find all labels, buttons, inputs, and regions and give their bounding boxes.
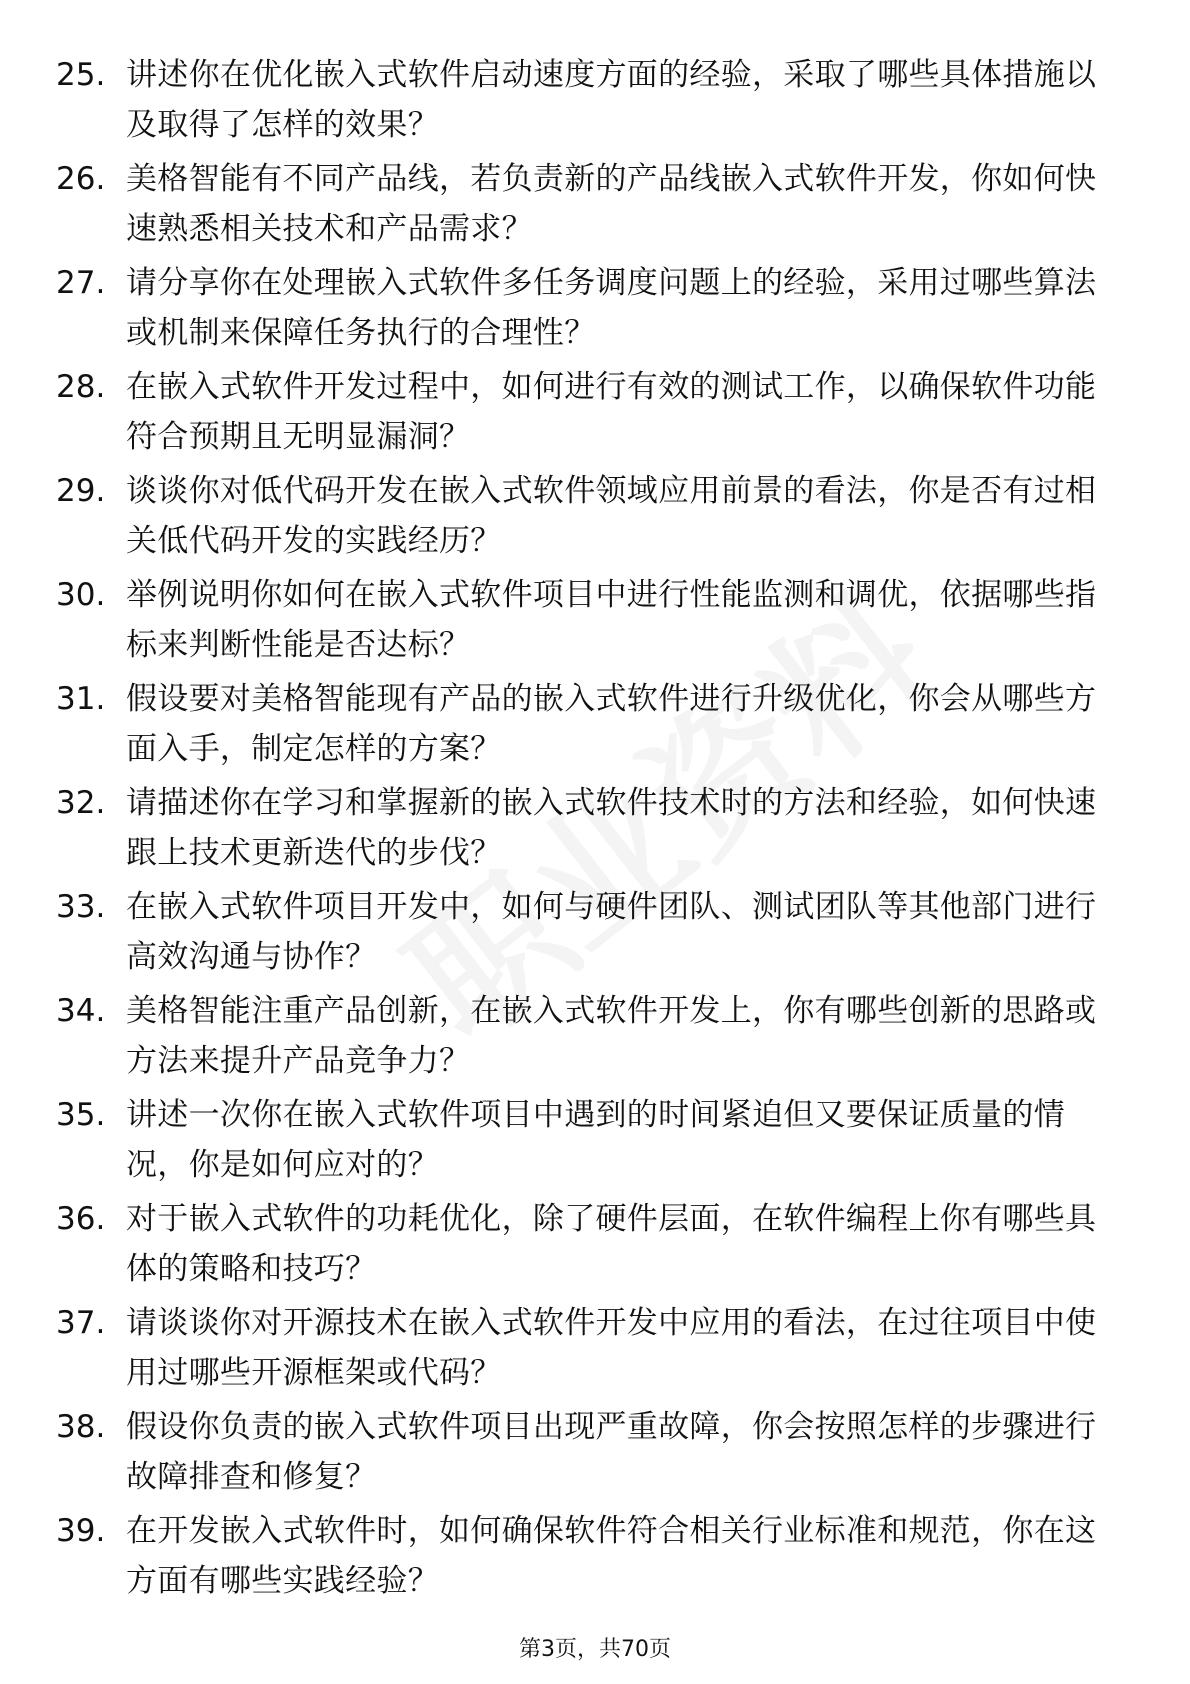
question-text: 谈谈你对低代码开发在嵌入式软件领域应用前景的看法，你是否有过相关低代码开发的实践经历？	[126, 473, 1097, 559]
question-text: 在开发嵌入式软件时，如何确保软件符合相关行业标准和规范，你在这方面有哪些实践经验？	[126, 1513, 1097, 1599]
question-item	[56, 882, 1136, 986]
question-item	[56, 466, 1136, 570]
question-text: 美格智能注重产品创新，在嵌入式软件开发上，你有哪些创新的思路或方法来提升产品竞争力？	[126, 993, 1097, 1079]
question-number: 38.	[56, 1409, 106, 1445]
question-number: 32.	[56, 785, 106, 821]
question-text: 举例说明你如何在嵌入式软件项目中进行性能监测和调优，依据哪些指标来判断性能是否达标？	[126, 577, 1097, 663]
question-text: 在嵌入式软件项目开发中，如何与硬件团队、测试团队等其他部门进行高效沟通与协作？	[126, 889, 1097, 975]
question-item	[56, 154, 1136, 258]
question-number: 35.	[56, 1097, 106, 1133]
question-item	[56, 1090, 1136, 1194]
question-text: 美格智能有不同产品线，若负责新的产品线嵌入式软件开发，你如何快速熟悉相关技术和产品需求？	[126, 161, 1097, 247]
question-item	[56, 50, 1136, 154]
question-number: 28.	[56, 369, 106, 405]
question-number: 27.	[56, 265, 106, 301]
question-item	[56, 258, 1136, 362]
question-number: 37.	[56, 1305, 106, 1341]
question-item	[56, 362, 1136, 466]
question-number: 25.	[56, 57, 106, 93]
question-item	[56, 674, 1136, 778]
question-text: 请描述你在学习和掌握新的嵌入式软件技术时的方法和经验，如何快速跟上技术更新迭代的步伐？	[126, 785, 1097, 871]
question-number: 39.	[56, 1513, 106, 1549]
question-number: 34.	[56, 993, 106, 1029]
question-item	[56, 1298, 1136, 1402]
question-number: 26.	[56, 161, 106, 197]
question-text: 假设你负责的嵌入式软件项目出现严重故障，你会按照怎样的步骤进行故障排查和修复？	[126, 1409, 1097, 1495]
question-item	[56, 778, 1136, 882]
question-item	[56, 1506, 1136, 1610]
question-number: 36.	[56, 1201, 106, 1237]
question-text: 讲述你在优化嵌入式软件启动速度方面的经验，采取了哪些具体措施以及取得了怎样的效果？	[126, 57, 1097, 143]
question-text: 请谈谈你对开源技术在嵌入式软件开发中应用的看法，在过往项目中使用过哪些开源框架或代码？	[126, 1305, 1097, 1391]
question-item	[56, 986, 1136, 1090]
page-footer	[0, 1636, 1190, 1664]
question-number: 31.	[56, 681, 106, 717]
question-item	[56, 1194, 1136, 1298]
question-item	[56, 1402, 1136, 1506]
question-item	[56, 570, 1136, 674]
question-text: 讲述一次你在嵌入式软件项目中遇到的时间紧迫但又要保证质量的情况，你是如何应对的？	[126, 1097, 1065, 1183]
question-text: 在嵌入式软件开发过程中，如何进行有效的测试工作，以确保软件功能符合预期且无明显漏洞？	[126, 369, 1097, 455]
question-number: 33.	[56, 889, 106, 925]
question-text: 对于嵌入式软件的功耗优化，除了硬件层面，在软件编程上你有哪些具体的策略和技巧？	[126, 1201, 1097, 1287]
question-text: 请分享你在处理嵌入式软件多任务调度问题上的经验，采用过哪些算法或机制来保障任务执行的合理性？	[126, 265, 1097, 351]
question-number: 30.	[56, 577, 106, 613]
question-list	[56, 50, 1136, 1610]
question-number: 29.	[56, 473, 106, 509]
page-number-label: 第3页，共70页	[519, 1637, 671, 1662]
question-text: 假设要对美格智能现有产品的嵌入式软件进行升级优化，你会从哪些方面入手，制定怎样的方案？	[126, 681, 1097, 767]
